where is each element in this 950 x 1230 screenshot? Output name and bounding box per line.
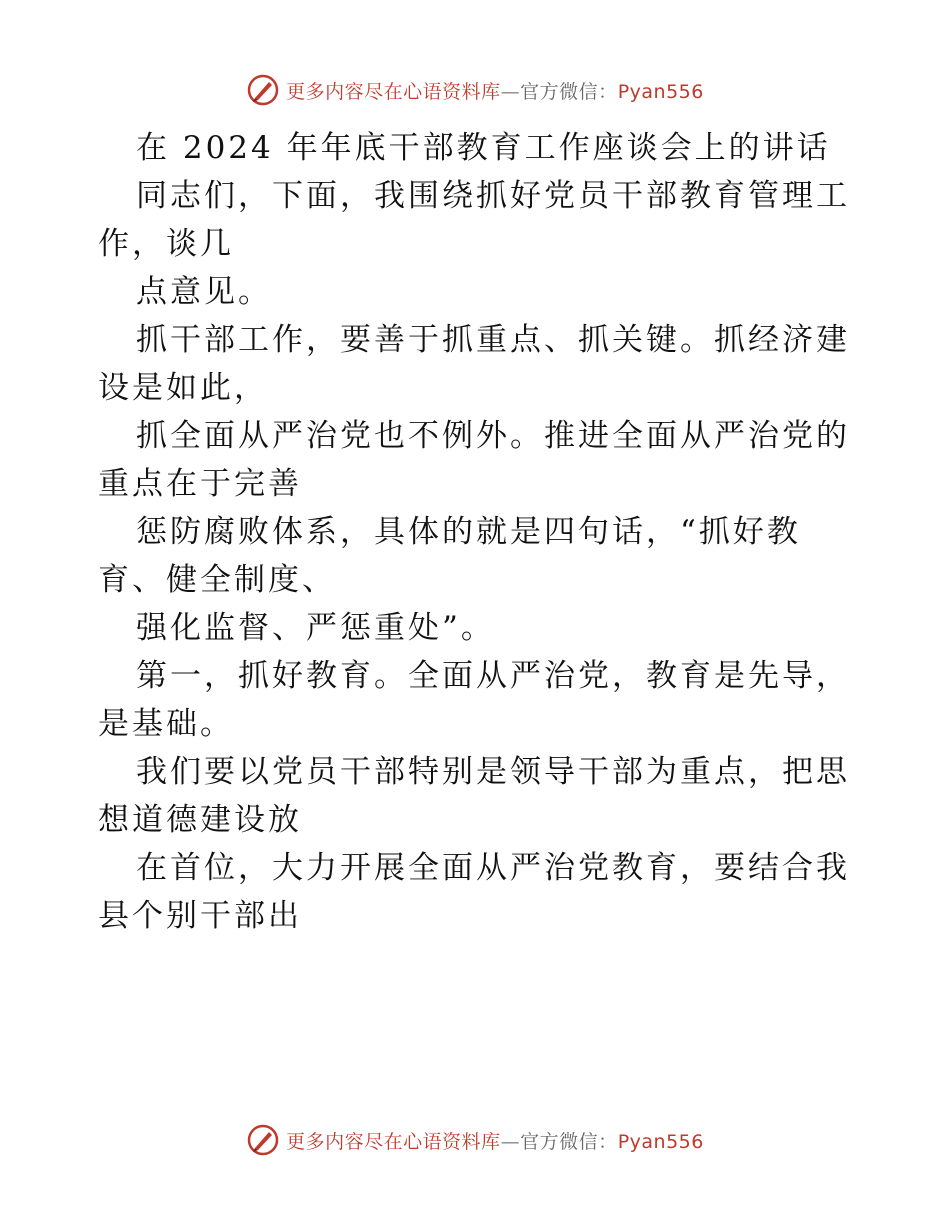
paragraph-line: 是基础。 <box>98 706 234 742</box>
header-contact-label: 官方微信： <box>520 80 618 103</box>
footer-contact-label: 官方微信： <box>520 1130 618 1153</box>
paragraph-line: 第一，抓好教育。全面从严治党，教育是先导， <box>136 658 850 694</box>
paragraph-line: 设是如此， <box>98 370 268 406</box>
paragraph-line: 惩防腐败体系，具体的就是四句话，“抓好教 <box>136 514 801 550</box>
footer-separator: — <box>500 1130 521 1153</box>
footer-banner <box>0 1120 950 1160</box>
pen-logo-icon <box>246 73 280 107</box>
paragraph-line: 抓全面从严治党也不例外。推进全面从严治党的 <box>136 418 850 454</box>
paragraph-line: 作，谈几 <box>98 226 234 262</box>
header-separator: — <box>500 80 521 103</box>
paragraph-line: 抓干部工作，要善于抓重点、抓关键。抓经济建 <box>136 322 850 358</box>
header-contact-id: Pyan556 <box>617 80 704 103</box>
paragraph-line: 点意见。 <box>136 274 272 310</box>
document-body <box>98 124 858 940</box>
paragraph-line: 想道德建设放 <box>98 802 302 838</box>
pen-logo-icon <box>246 1123 280 1157</box>
paragraph-line: 强化监督、严惩重处”。 <box>136 610 495 646</box>
header-banner <box>0 70 950 110</box>
paragraph-line: 同志们，下面，我围绕抓好党员干部教育管理工 <box>136 178 850 214</box>
header-banner-text <box>286 77 704 104</box>
header-site-text: 更多内容尽在心语资料库 <box>286 80 501 103</box>
paragraph-line: 在首位，大力开展全面从严治党教育，要结合我 <box>136 850 850 886</box>
footer-contact-id: Pyan556 <box>617 1130 704 1153</box>
paragraph-line: 育、健全制度、 <box>98 562 336 598</box>
paragraph-line: 我们要以党员干部特别是领导干部为重点，把思 <box>136 754 850 790</box>
paragraph-line: 重点在于完善 <box>98 466 302 502</box>
footer-site-text: 更多内容尽在心语资料库 <box>286 1130 501 1153</box>
paragraph-line: 县个别干部出 <box>98 898 302 934</box>
footer-banner-text <box>286 1127 704 1154</box>
document-title: 在 2024 年年底干部教育工作座谈会上的讲话 <box>136 130 831 166</box>
